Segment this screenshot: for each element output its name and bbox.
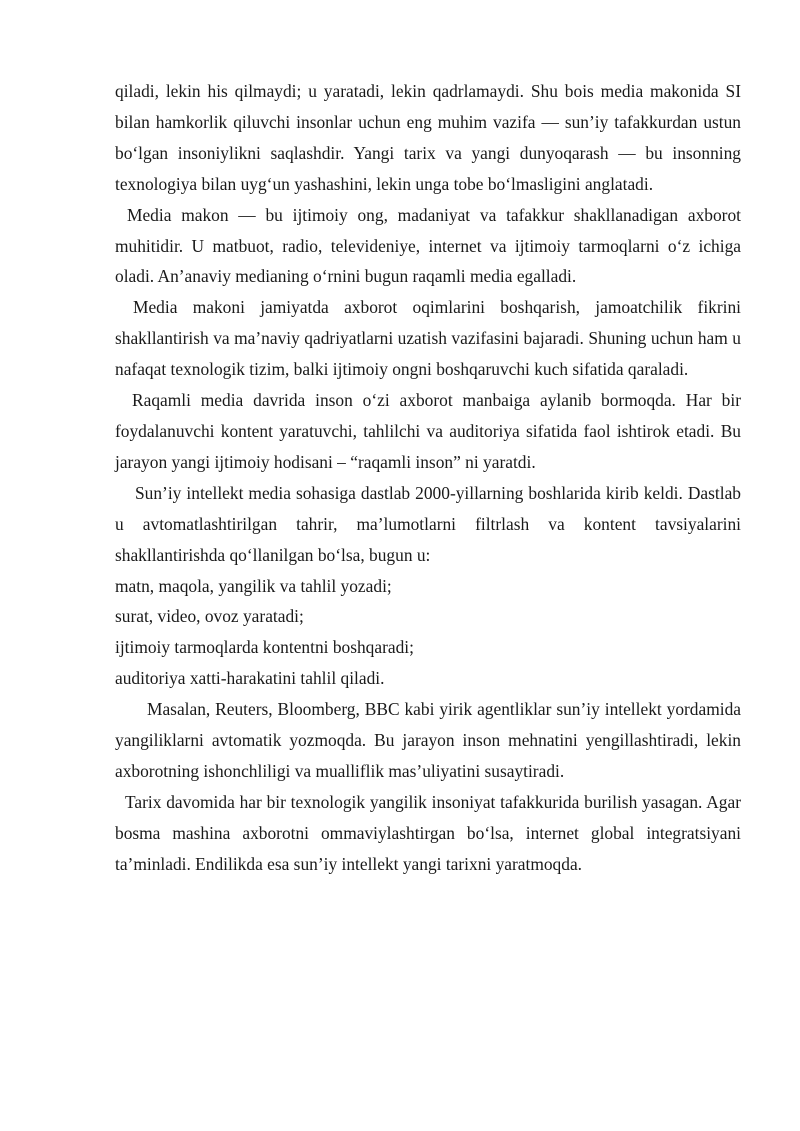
paragraph-6: Masalan, Reuters, Bloomberg, BBC kabi yirik agentliklar sun’iy intellekt yordamida yangiliklarni avtomatik yozmoqda. Bu jarayon inson mehnatini yengillashtiradi, lekin axborotning ishonchliligi va mualliflik mas’uliyatini susaytiradi.	[115, 699, 741, 781]
paragraph-7: Tarix davomida har bir texnologik yangilik insoniyat tafakkurida burilish yasagan. Agar bosma mashina axborotni ommaviylashtirgan bo‘lsa, internet global integratsiyani ta’minladi. Endilikda esa sun’iy intellekt yangi tarixni yaratmoqda.	[115, 791, 741, 874]
list-item: ijtimoiy tarmoqlarda kontentni boshqaradi;	[115, 637, 414, 658]
paragraph-3: Media makoni jamiyatda axborot oqimlarini boshqarish, jamoatchilik fikrini shakllantirish va ma’naviy qadriyatlarni uzatish vazifasini bajaradi. Shuning uchun ham u nafaqat texnologik tizim, balki ijtimoiy ongni boshqaruvchi kuch sifatida qaraladi.	[115, 297, 741, 380]
paragraph-5: Sun’iy intellekt media sohasiga dastlab 2000-yillarning boshlarida kirib keldi. Dastlab u avtomatlashtirilgan tahrir, ma’lumotlarni filtrlash va kontent tavsiyalarini shakllantirishda qo‘llanilgan bo‘lsa, bugun u:	[115, 482, 741, 565]
document-page	[115, 76, 741, 880]
list-item: auditoriya xatti-harakatini tahlil qiladi.	[115, 668, 385, 689]
paragraph-1: qiladi, lekin his qilmaydi; u yaratadi, lekin qadrlamaydi. Shu bois media makonida SI bilan hamkorlik qiluvchi insonlar uchun eng muhim vazifa — sun’iy tafakkurdan ustun bo‘lgan insoniylikni saqlashdir. Yangi tarix va yangi dunyoqarash — bu insonning texnologiya bilan uyg‘un yashashini, lekin unga tobe bo‘lmasligini anglatadi.	[115, 81, 741, 194]
paragraph-2: Media makon — bu ijtimoiy ong, madaniyat va tafakkur shakllanadigan axborot muhitidir. U matbuot, radio, televideniye, internet va ijtimoiy tarmoqlarni o‘z ichiga oladi. An’anaviy medianing o‘rnini bugun raqamli media egalladi.	[115, 204, 741, 287]
list-item: surat, video, ovoz yaratadi;	[115, 606, 304, 627]
paragraph-4: Raqamli media davrida inson o‘zi axborot manbaiga aylanib bormoqda. Har bir foydalanuvchi kontent yaratuvchi, tahlilchi va auditoriya sifatida faol ishtirok etadi. Bu jarayon yangi ijtimoiy hodisani – “raqamli inson” ni yaratdi.	[115, 390, 741, 472]
list-item: matn, maqola, yangilik va tahlil yozadi;	[115, 575, 392, 596]
